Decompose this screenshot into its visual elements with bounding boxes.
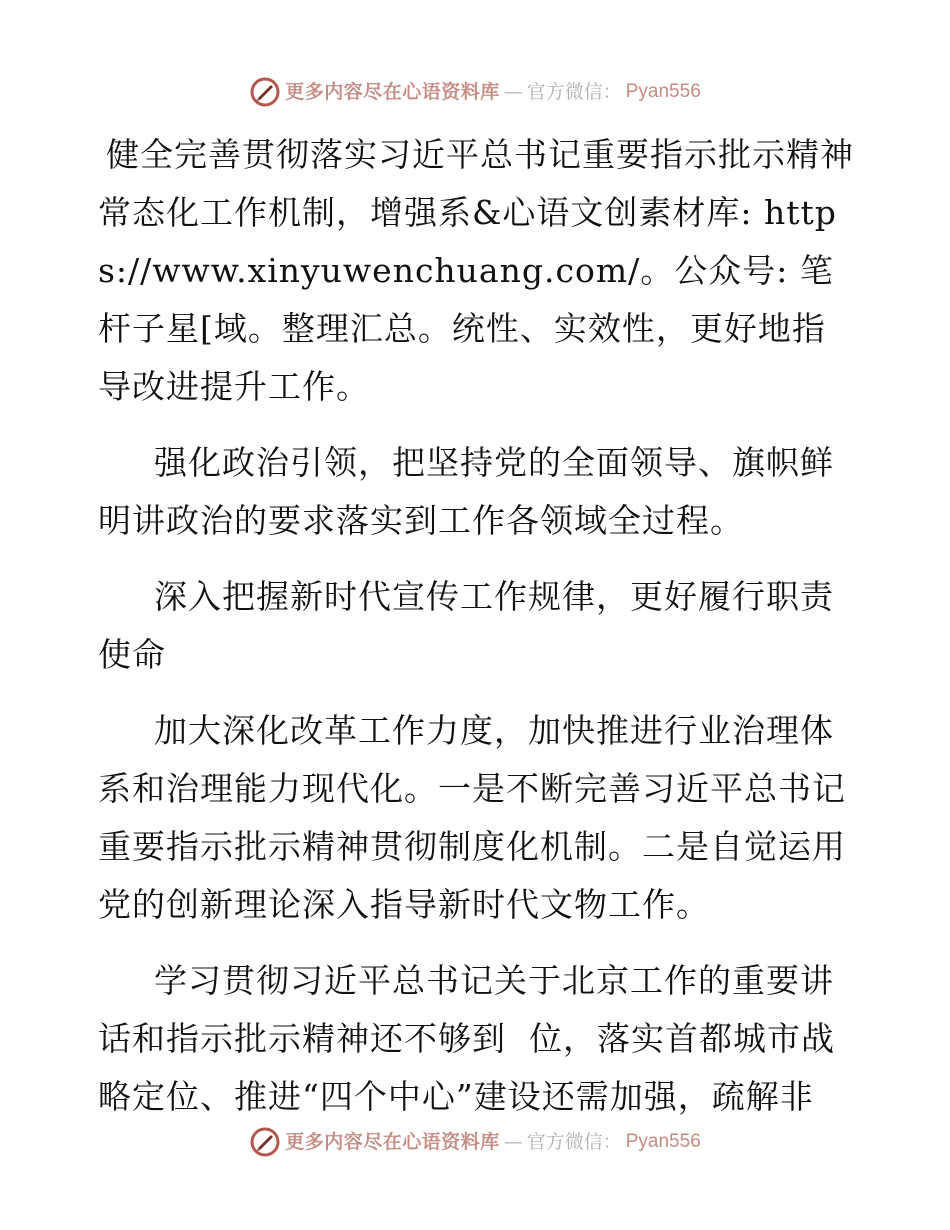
watermark-id: Pyan556 [625,1131,701,1152]
paragraph-1: 健全完善贯彻落实习近平总书记重要指示批示精神常态化工作机制，增强系&心语文创素材库: https://www.xinyuwenchuang.com/。公众号: 笔杆子星[域。整理汇总。统性、实效性，更好地指导改进提升工作。 [98,135,854,406]
header-watermark [0,76,950,108]
brush-pen-logo-icon [249,1126,281,1158]
watermark-main-text: 更多内容尽在心语资料库 [285,81,500,103]
watermark-sub-text: 官方微信： [526,1131,622,1153]
watermark-id: Pyan556 [625,81,701,102]
watermark-main-text: 更多内容尽在心语资料库 [285,1131,500,1153]
brush-pen-logo-icon [249,76,281,108]
paragraph-4: 加大深化改革工作力度，加快推进行业治理体系和治理能力现代化。一是不断完善习近平总书记重要指示批示精神贯彻制度化机制。二是自觉运用党的创新理论深入指导新时代文物工作。 [98,711,846,924]
document-body [98,126,858,1144]
footer-watermark [0,1126,950,1158]
paragraph-3: 深入把握新时代宣传工作规律，更好履行职责使命 [98,577,834,674]
paragraph-2: 强化政治引领，把坚持党的全面领导、旗帜鲜明讲政治的要求落实到工作各领域全过程。 [98,443,834,540]
watermark-dash: — [503,1131,523,1153]
paragraph-5: 学习贯彻习近平总书记关于北京工作的重要讲话和指示批示精神还不够到 位，落实首都城市战略定位、推进“四个中心”建设还需加强，疏解非 [98,961,835,1116]
watermark-dash: — [503,81,523,103]
watermark-sub-text: 官方微信： [526,81,622,103]
